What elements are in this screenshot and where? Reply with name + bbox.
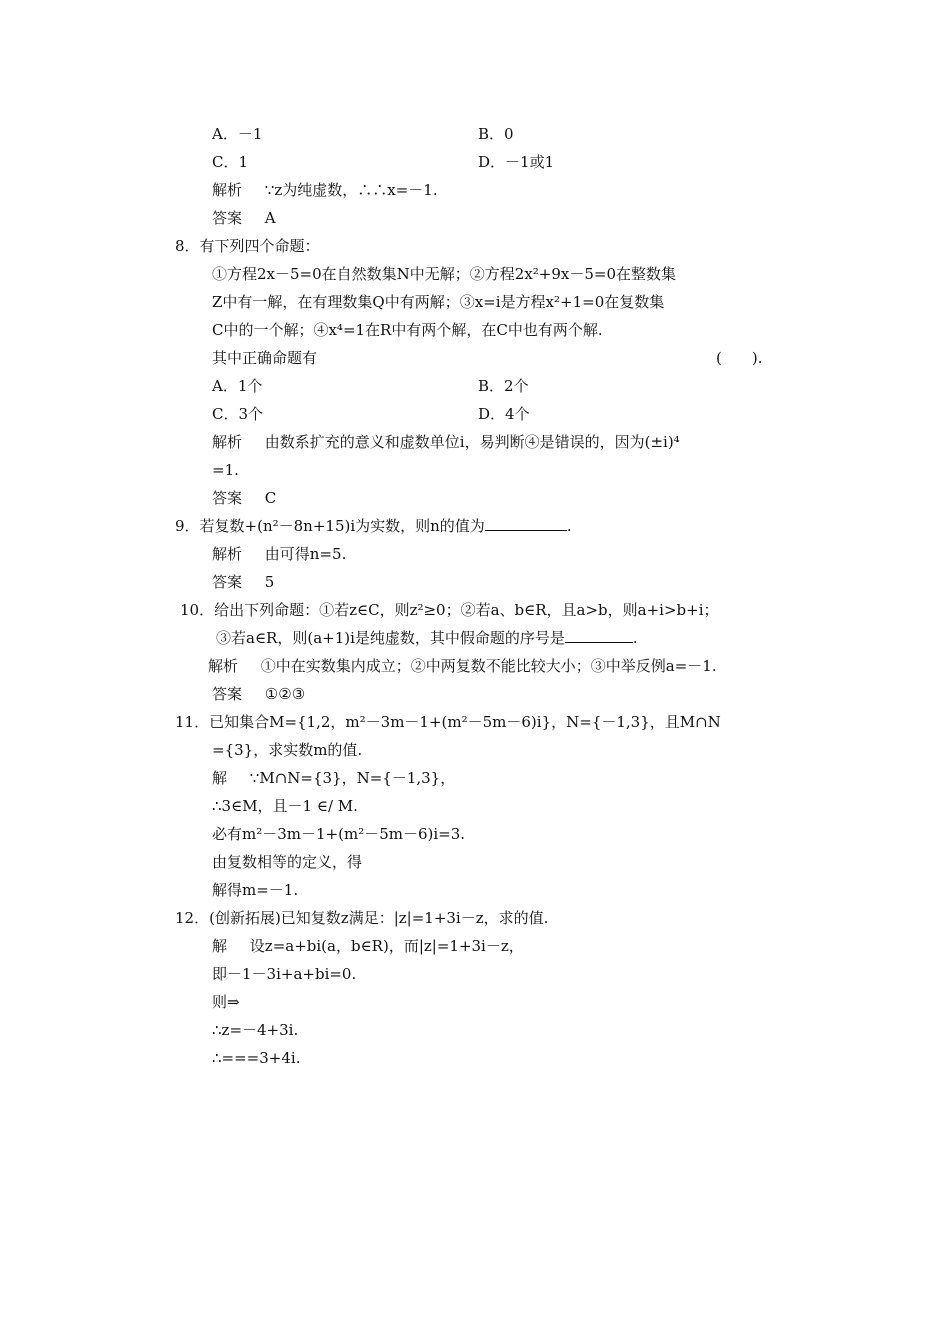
answer-value: A [264, 209, 276, 227]
stem-end: . [566, 517, 572, 535]
q10-stem-2 [216, 628, 638, 648]
q9-stem [175, 516, 572, 536]
q12-solution-1 [212, 936, 524, 956]
answer-value: C [264, 489, 277, 507]
q10-analysis [208, 656, 717, 676]
solution-label: 解 [212, 937, 228, 955]
q8-ask: 其中正确命题有 [212, 349, 318, 367]
q8-analysis-cont: =1. [212, 461, 239, 479]
q7-option-d: D．－1或1 [478, 153, 555, 171]
q7-option-b: B．0 [478, 125, 514, 143]
q8-line-2: Z中有一解，在有理数集Q中有两解；③x=i是方程x²+1=0在复数集 [212, 293, 665, 311]
answer-label: 答案 [212, 573, 243, 591]
q12-solution-2: 即－1－3i+a+bi=0. [212, 965, 357, 983]
q11-solution-1 [212, 768, 455, 788]
q11-solution-3: 必有m²－3m－1+(m²－5m－6)i=3. [212, 825, 466, 843]
analysis-text: 由可得n=5. [264, 545, 347, 563]
solution-text: ∵M∩N={3}，N={－1,3}， [249, 769, 456, 787]
q7-option-c: C．1 [212, 153, 249, 171]
q11-solution-4: 由复数相等的定义，得 [212, 853, 363, 871]
q8-line-1: ①方程2x－5=0在自然数集N中无解；②方程2x²+9x－5=0在整数集 [212, 265, 677, 283]
answer-value: ①②③ [264, 685, 306, 703]
q8-option-d: D．4个 [478, 405, 530, 423]
q9-analysis [212, 544, 346, 564]
q12-solution-4: ∴z=－4+3i. [212, 1021, 299, 1039]
q8-line-3: C中的一个解；④x⁴=1在R中有两个解，在C中也有两个解. [212, 321, 603, 339]
stem-end: . [632, 629, 638, 647]
q8-answer [212, 488, 276, 508]
analysis-label: 解析 [212, 545, 243, 563]
q9-answer [212, 572, 274, 592]
q12-solution-3: 则⇒ [212, 993, 240, 1011]
analysis-text: ∵z为纯虚数，∴∴x=－1. [264, 181, 438, 199]
q8-option-c: C．3个 [212, 405, 264, 423]
q12-solution-5: ∴===3+4i. [212, 1049, 301, 1067]
analysis-text: ①中在实数集内成立；②中两复数不能比较大小；③中举反例a=－1. [260, 657, 717, 675]
solution-text: 设z=a+bi(a，b∈R)，而|z|=1+3i－z， [249, 937, 524, 955]
answer-blank [565, 628, 633, 643]
stem-text: ③若a∈R，则(a+1)i是纯虚数，其中假命题的序号是 [216, 629, 565, 647]
q8-option-b: B．2个 [478, 377, 529, 395]
q8-stem: 8．有下列四个命题： [175, 237, 320, 255]
answer-label: 答案 [212, 209, 243, 227]
q12-stem: 12．(创新拓展)已知复数z满足：|z|=1+3i－z，求的值. [175, 909, 549, 927]
analysis-label: 解析 [208, 657, 239, 675]
solution-label: 解 [212, 769, 228, 787]
q10-stem: 10．给出下列命题：①若z∈C，则z²≥0；②若a、b∈R，且a>b，则a+i>b+i； [180, 601, 719, 619]
answer-label: 答案 [212, 489, 243, 507]
q7-analysis [212, 180, 438, 200]
q11-solution-5: 解得m=－1. [212, 881, 299, 899]
answer-label: 答案 [212, 685, 243, 703]
analysis-label: 解析 [212, 433, 243, 451]
answer-value: 5 [264, 573, 275, 591]
answer-blank [485, 516, 567, 531]
q8-option-a: A．1个 [212, 377, 263, 395]
q8-analysis [212, 432, 680, 452]
q7-option-a: A．－1 [212, 125, 263, 143]
analysis-text: 由数系扩充的意义和虚数单位i，易判断④是错误的，因为(±i)⁴ [264, 433, 680, 451]
q10-answer [212, 684, 305, 704]
q8-answer-paren: ( ). [716, 349, 763, 367]
q11-stem: 11．已知集合M={1,2，m²－3m－1+(m²－5m－6)i}，N={－1,3}，且M∩N [175, 713, 721, 731]
analysis-label: 解析 [212, 181, 243, 199]
q11-solution-2: ∴3∈M，且－1 ∈/ M. [212, 797, 358, 815]
q7-answer [212, 208, 276, 228]
q11-stem-2: ={3}，求实数m的值. [212, 741, 363, 759]
stem-text: 9．若复数+(n²－8n+15)i为实数，则n的值为 [175, 517, 485, 535]
